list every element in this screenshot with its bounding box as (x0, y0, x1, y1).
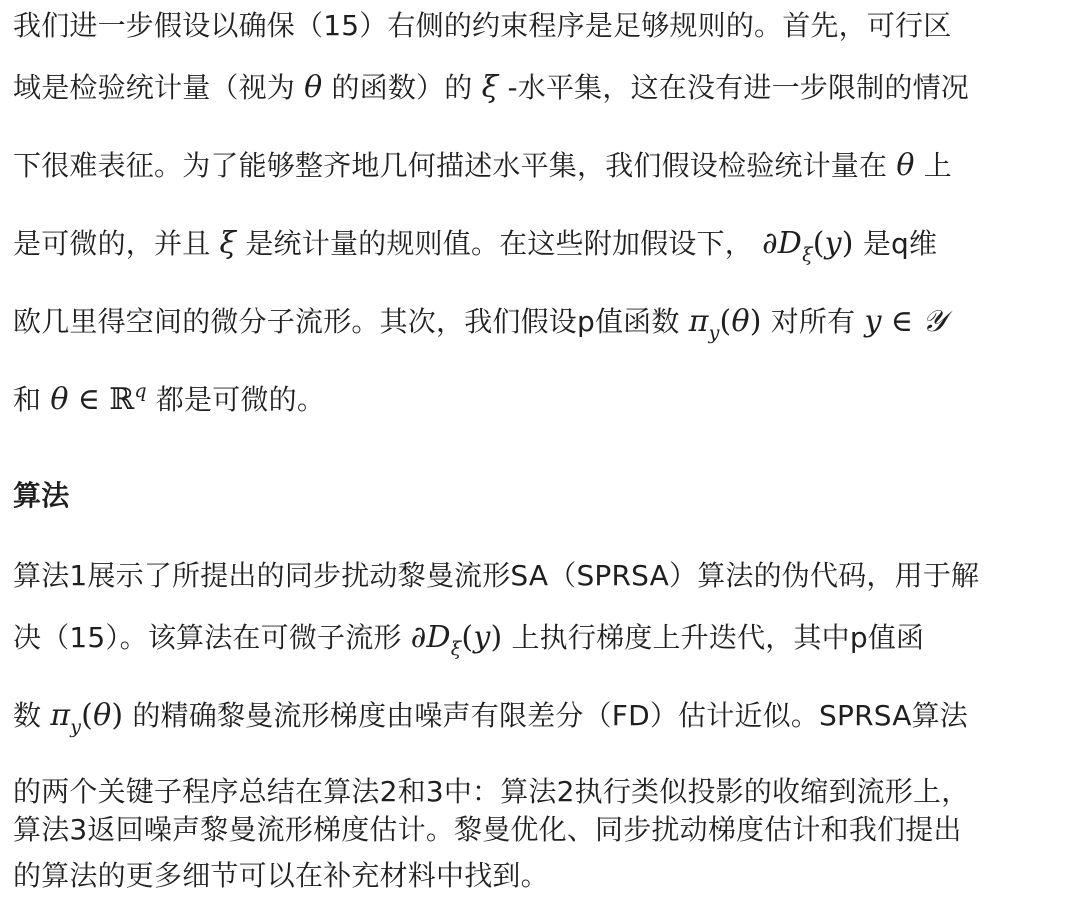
text-segment: 和 (13, 383, 42, 416)
paragraph-1-line-3 (13, 146, 952, 186)
text-segment: 是q维 (862, 227, 938, 260)
text-segment: 的算法的更多细节可以在补充材料中找到。 (13, 859, 549, 892)
math-theta-in-rq (50, 380, 147, 417)
math-lparen: ( (461, 620, 474, 655)
math-cal-y: 𝒴 (922, 304, 946, 339)
text-segment: 决（15）。该算法在可微子流形 (13, 621, 402, 654)
math-rparen: ) (749, 304, 762, 339)
math-rparen: ) (111, 698, 124, 733)
math-xi: ξ (481, 70, 499, 105)
text-segment: -水平集，这在没有进一步限制的情况 (507, 71, 969, 104)
math-partial-d-xi-y (410, 620, 503, 660)
paragraph-1-line-1 (13, 6, 951, 46)
math-partial: ∂ (410, 620, 427, 655)
paragraph-2-line-2 (13, 618, 924, 658)
math-partial: ∂ (762, 226, 778, 261)
heading-text: 算法 (13, 479, 70, 512)
paragraph-2-line-1 (13, 556, 979, 596)
text-segment: 下很难表征。为了能够整齐地几何描述水平集，我们假设检验统计量在 (13, 149, 888, 182)
text-segment: 欧几里得空间的微分子流形。其次，我们假设p值函数 (13, 305, 680, 338)
text-segment: 我们进一步假设以确保（15）右侧的约束程序是足够规则的。首先，可行区 (13, 9, 952, 42)
math-theta: θ (50, 382, 69, 417)
math-y: y (864, 304, 882, 339)
math-pi: π (50, 698, 71, 733)
math-pi-y-theta (688, 304, 762, 344)
paragraph-2-line-5 (13, 810, 962, 850)
text-segment: 数 (13, 699, 42, 732)
math-in: ∈ (77, 382, 101, 417)
math-theta: θ (304, 70, 323, 105)
math-lparen: ( (81, 698, 94, 733)
math-lparen: ( (719, 304, 732, 339)
math-real-r: ℝ (109, 382, 135, 417)
math-theta: θ (731, 304, 750, 339)
math-sub-xi: ξ (450, 638, 462, 660)
math-y: y (824, 226, 842, 261)
text-segment: 的精确黎曼流形梯度由噪声有限差分（FD）估计近似。SPRSA算法 (132, 699, 968, 732)
paragraph-2-line-4 (13, 772, 969, 812)
math-in: ∈ (890, 304, 914, 339)
text-segment: 的两个关键子程序总结在算法2和3中：算法2执行类似投影的收缩到流形上， (13, 775, 970, 808)
paragraph-2-line-6 (13, 856, 549, 896)
paragraph-1-line-6 (13, 380, 325, 420)
math-rparen: ) (841, 226, 854, 261)
section-heading (13, 476, 69, 516)
math-sub-xi: ξ (802, 244, 813, 266)
text-segment: 上执行梯度上升迭代，其中p值函 (511, 621, 925, 654)
text-segment: 是可微的，并且 (13, 227, 211, 260)
math-d: D (777, 226, 803, 261)
math-pi-y-theta (50, 698, 124, 738)
math-theta: θ (93, 698, 112, 733)
math-partial-d-xi-y (762, 226, 854, 266)
math-sub-y: y (708, 322, 720, 344)
text-segment: 算法1展示了所提出的同步扰动黎曼流形SA（SPRSA）算法的伪代码，用于解 (13, 559, 980, 592)
paragraph-2-line-3 (13, 696, 968, 736)
text-segment: 的函数）的 (331, 71, 473, 104)
math-d: D (426, 620, 451, 655)
math-pi: π (688, 304, 709, 339)
math-theta: θ (896, 148, 915, 183)
paragraph-1-line-4 (13, 224, 937, 264)
text-segment: 都是可微的。 (155, 383, 326, 416)
math-sub-y: y (70, 716, 82, 738)
text-segment: 算法3返回噪声黎曼流形梯度估计。黎曼优化、同步扰动梯度估计和我们提出 (13, 813, 962, 846)
math-y: y (473, 620, 491, 655)
text-segment: 对所有 (770, 305, 856, 338)
text-segment: 上 (923, 149, 952, 182)
math-rparen: ) (490, 620, 503, 655)
text-segment: 域是检验统计量（视为 (13, 71, 296, 104)
math-sup-q: q (134, 380, 147, 402)
paragraph-1-line-5 (13, 302, 946, 342)
paragraph-1-line-2 (13, 68, 969, 108)
math-xi: ξ (219, 226, 237, 261)
math-y-in-caly (864, 305, 946, 338)
math-lparen: ( (812, 226, 825, 261)
text-segment: 是统计量的规则值。在这些附加假设下， (245, 227, 753, 260)
